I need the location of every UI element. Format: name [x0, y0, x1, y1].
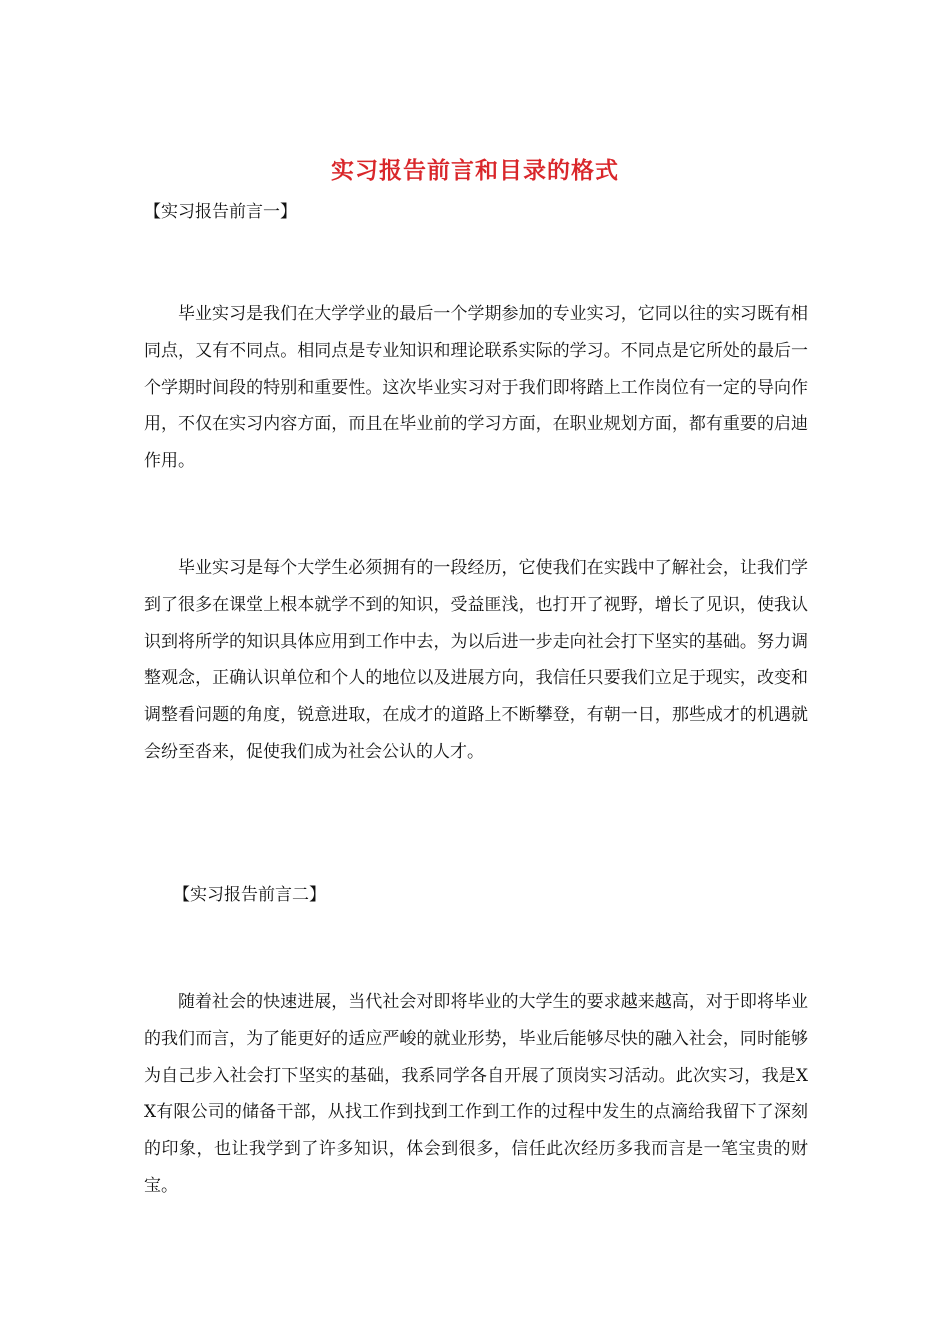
section-heading-preface-1: 【实习报告前言一】	[144, 202, 297, 222]
paragraph: 随着社会的快速进展，当代社会对即将毕业的大学生的要求越来越高，对于即将毕业的我们而言，为了能更好的适应严峻的就业形势，毕业后能够尽快的融入社会，同时能够为自己步入社会打下坚实的基础，我系同学各自开展了顶岗实习活动。此次实习，我是XX有限公司的储备干部，从找工作到找到工作到工作的过程中发生的点滴给我留下了深刻的印象，也让我学到了许多知识，体会到很多，信任此次经历多我而言是一笔宝贵的财宝。	[144, 992, 808, 1196]
document-title: 实习报告前言和目录的格式	[331, 157, 619, 184]
paragraph: 毕业实习是我们在大学学业的最后一个学期参加的专业实习，它同以往的实习既有相同点，又有不同点。相同点是专业知识和理论联系实际的学习。不同点是它所处的最后一个学期时间段的特别和重要性。这次毕业实习对于我们即将踏上工作岗位有一定的导向作用，不仅在实习内容方面，而且在毕业前的学习方面，在职业规划方面，都有重要的启迪作用。	[144, 304, 808, 472]
section-heading-preface-2: 【实习报告前言二】	[173, 885, 326, 905]
paragraph: 毕业实习是每个大学生必须拥有的一段经历，它使我们在实践中了解社会，让我们学到了很多在课堂上根本就学不到的知识，受益匪浅，也打开了视野，增长了见识，使我认识到将所学的知识具体应用到工作中去，为以后进一步走向社会打下坚实的基础。努力调整观念，正确认识单位和个人的地位以及进展方向，我信任只要我们立足于现实，改变和调整看问题的角度，锐意进取，在成才的道路上不断攀登，有朝一日，那些成才的机遇就会纷至沓来，促使我们成为社会公认的人才。	[144, 558, 808, 762]
